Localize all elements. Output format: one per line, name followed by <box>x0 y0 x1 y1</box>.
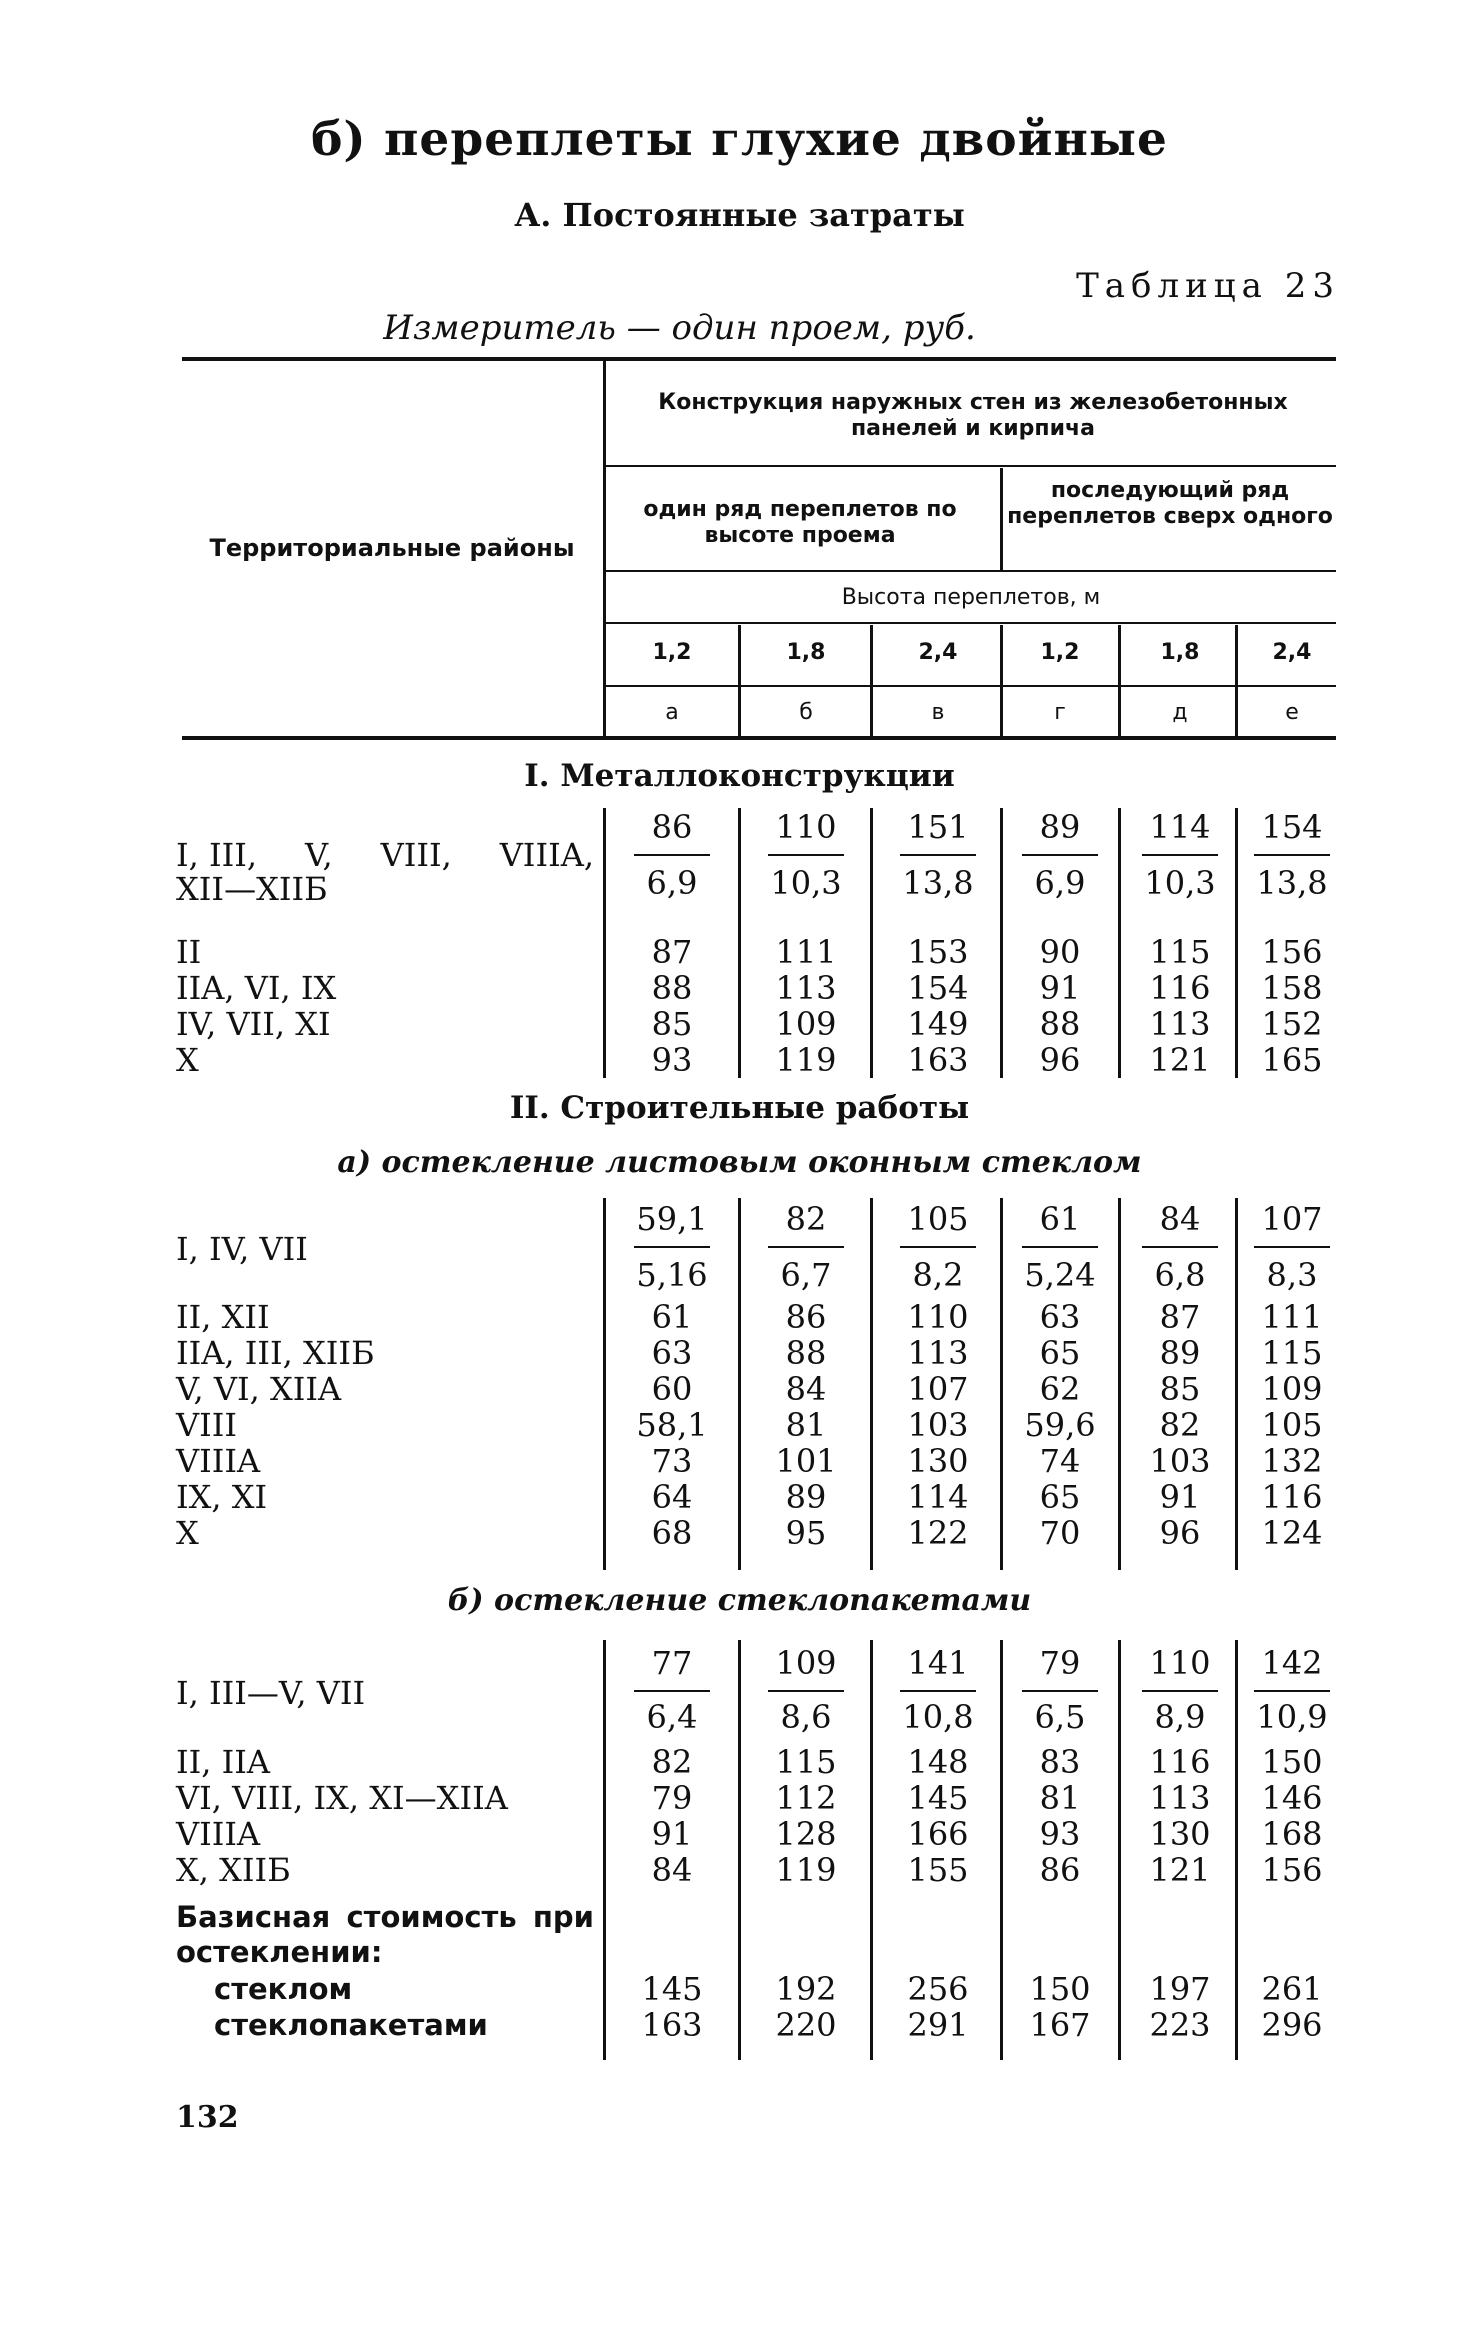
table-cell: 82 <box>651 1743 693 1781</box>
column-divider <box>1235 625 1238 736</box>
table-cell: 153 <box>907 933 969 971</box>
table-cell: 116 <box>1149 969 1211 1007</box>
table-cell: 65 <box>1039 1334 1081 1372</box>
table-cell: 86 <box>1039 1851 1081 1889</box>
table-cell: 163 <box>641 2006 703 2044</box>
table-cell: 63 <box>651 1334 693 1372</box>
fraction-numerator: 114 <box>1149 808 1211 846</box>
table-cell: 87 <box>1159 1298 1201 1336</box>
fraction-numerator: 79 <box>1039 1644 1081 1682</box>
table-cell: 152 <box>1261 1005 1323 1043</box>
row-label: стеклом <box>214 1972 353 2006</box>
row-label: X <box>176 1041 199 1079</box>
table-cell: 145 <box>641 1970 703 2008</box>
table-cell: 261 <box>1261 1970 1323 2008</box>
table-cell: 110 <box>907 1298 969 1336</box>
fraction-numerator: 84 <box>1159 1200 1201 1238</box>
table-cell: 91 <box>1039 969 1081 1007</box>
column-divider <box>738 1198 741 1570</box>
column-divider <box>1000 625 1003 736</box>
table-cell: 114 <box>907 1478 969 1516</box>
height-header: Высота переплетов, м <box>841 585 1101 610</box>
table-cell: 103 <box>1149 1442 1211 1480</box>
row-label: V, VI, XIIA <box>176 1370 342 1408</box>
row-label-word: VIIIA, <box>499 836 594 874</box>
fraction-denominator: 13,8 <box>902 864 974 902</box>
fraction-denominator: 8,3 <box>1266 1256 1318 1294</box>
column-divider <box>603 808 606 1078</box>
table-cell: 256 <box>907 1970 969 2008</box>
table-cell: 81 <box>785 1406 827 1444</box>
table-cell: 128 <box>775 1815 837 1853</box>
row-label: VI, VIII, IX, XI—XIIA <box>176 1779 508 1817</box>
fraction-denominator: 5,16 <box>636 1256 708 1294</box>
column-letter: д <box>1172 700 1188 725</box>
fraction-numerator: 154 <box>1261 808 1323 846</box>
column-divider <box>870 1198 873 1570</box>
height-value: 1,2 <box>652 640 692 665</box>
column-divider <box>1118 808 1121 1078</box>
row-label <box>176 838 594 873</box>
fraction-numerator: 89 <box>1039 808 1081 846</box>
fraction-bar <box>634 1690 710 1692</box>
table-cell: 122 <box>907 1514 969 1552</box>
row-label: IIA, III, XIIБ <box>176 1334 375 1372</box>
table-cell: 103 <box>907 1406 969 1444</box>
height-value: 2,4 <box>1272 640 1312 665</box>
fraction-numerator: 59,1 <box>636 1200 708 1238</box>
fraction-bar <box>768 1246 844 1248</box>
fraction-numerator: 142 <box>1261 1644 1323 1682</box>
fraction-bar <box>1254 854 1330 856</box>
row-label-word: при <box>532 1900 594 1934</box>
table-cell: 113 <box>775 969 837 1007</box>
table-number: Таблица 23 <box>1076 266 1340 306</box>
section-2a-title: а) остекление листовым оконным стеклом <box>337 1145 1142 1180</box>
table-cell: 150 <box>1029 1970 1091 2008</box>
table-cell: 121 <box>1149 1041 1211 1079</box>
table-cell: 95 <box>785 1514 827 1552</box>
table-cell: 168 <box>1261 1815 1323 1853</box>
table-cell: 62 <box>1039 1370 1081 1408</box>
column-divider <box>1000 1640 1003 2060</box>
section-2-title: II. Строительные работы <box>509 1090 970 1126</box>
table-cell: 115 <box>1149 933 1211 971</box>
fraction-numerator: 110 <box>775 808 837 846</box>
fraction-denominator: 8,9 <box>1154 1698 1206 1736</box>
row-label: XII—XIIБ <box>176 870 328 908</box>
table-cell: 90 <box>1039 933 1081 971</box>
table-cell: 79 <box>651 1779 693 1817</box>
row-label: IX, XI <box>176 1478 268 1516</box>
table-cell: 113 <box>1149 1779 1211 1817</box>
fraction-numerator: 109 <box>775 1644 837 1682</box>
table-cell: 119 <box>775 1851 837 1889</box>
group-one-header: один ряд переплетов по высоте проема <box>643 497 957 548</box>
column-divider <box>870 1640 873 2060</box>
fraction-denominator: 13,8 <box>1256 864 1328 902</box>
column-letter: б <box>799 700 813 725</box>
row-label <box>176 1900 594 1935</box>
row-label: II, XII <box>176 1298 270 1336</box>
table-cell: 145 <box>907 1779 969 1817</box>
table-cell: 109 <box>775 1005 837 1043</box>
fraction-denominator: 6,4 <box>646 1698 698 1736</box>
page-title: б) переплеты глухие двойные <box>311 112 1168 167</box>
fraction-bar <box>1142 854 1218 856</box>
table-cell: 93 <box>651 1041 693 1079</box>
column-letter: е <box>1285 700 1299 725</box>
fraction-numerator: 77 <box>651 1644 693 1682</box>
table-cell: 101 <box>775 1442 837 1480</box>
row-label-header: Территориальные районы <box>209 534 575 562</box>
fraction-bar <box>1022 1690 1098 1692</box>
fraction-denominator: 6,5 <box>1034 1698 1086 1736</box>
fraction-numerator: 61 <box>1039 1200 1081 1238</box>
table-cell: 220 <box>775 2006 837 2044</box>
table-cell: 96 <box>1039 1041 1081 1079</box>
column-divider <box>603 1198 606 1570</box>
table-cell: 156 <box>1261 1851 1323 1889</box>
table-cell: 85 <box>1159 1370 1201 1408</box>
table-cell: 165 <box>1261 1041 1323 1079</box>
table-cell: 121 <box>1149 1851 1211 1889</box>
table-cell: 85 <box>651 1005 693 1043</box>
height-value: 2,4 <box>918 640 958 665</box>
construction-header: Конструкция наружных стен из железобетонных панелей и кирпича <box>658 390 1288 441</box>
table-cell: 296 <box>1261 2006 1323 2044</box>
column-divider <box>738 1640 741 2060</box>
column-letter: г <box>1054 700 1066 725</box>
table-cell: 91 <box>651 1815 693 1853</box>
fraction-bar <box>634 854 710 856</box>
table-cell: 86 <box>785 1298 827 1336</box>
table-cell: 111 <box>775 933 837 971</box>
column-divider <box>1118 1198 1121 1570</box>
column-letter: а <box>665 700 679 725</box>
fraction-denominator: 10,9 <box>1256 1698 1328 1736</box>
table-cell: 82 <box>1159 1406 1201 1444</box>
table-cell: 89 <box>1159 1334 1201 1372</box>
column-divider <box>870 625 873 736</box>
table-cell: 158 <box>1261 969 1323 1007</box>
table-cell: 83 <box>1039 1743 1081 1781</box>
header-rule-3 <box>606 622 1336 624</box>
column-divider <box>870 808 873 1078</box>
fraction-bar <box>634 1246 710 1248</box>
fraction-denominator: 8,2 <box>912 1256 964 1294</box>
fraction-bar <box>900 854 976 856</box>
table-cell: 107 <box>907 1370 969 1408</box>
table-cell: 59,6 <box>1024 1406 1096 1444</box>
table-cell: 81 <box>1039 1779 1081 1817</box>
column-divider <box>1118 625 1121 736</box>
section-2b-title: б) остекление стеклопакетами <box>447 1583 1032 1618</box>
table-cell: 163 <box>907 1041 969 1079</box>
height-value: 1,2 <box>1040 640 1080 665</box>
column-divider <box>1000 808 1003 1078</box>
row-label: VIIIA <box>176 1442 261 1480</box>
unit-note: Измеритель — один проем, руб. <box>383 308 976 348</box>
column-letter: в <box>931 700 945 725</box>
fraction-bar <box>1254 1246 1330 1248</box>
table-cell: 130 <box>1149 1815 1211 1853</box>
table-cell: 58,1 <box>636 1406 708 1444</box>
column-divider <box>603 1640 606 2060</box>
fraction-numerator: 105 <box>907 1200 969 1238</box>
table-cell: 60 <box>651 1370 693 1408</box>
table-cell: 130 <box>907 1442 969 1480</box>
table-cell: 148 <box>907 1743 969 1781</box>
table-cell: 65 <box>1039 1478 1081 1516</box>
table-cell: 156 <box>1261 933 1323 971</box>
table-cell: 150 <box>1261 1743 1323 1781</box>
header-rule-4 <box>606 685 1336 687</box>
section-1-title: I. Металлоконструкции <box>524 758 955 794</box>
table-cell: 113 <box>1149 1005 1211 1043</box>
table-cell: 119 <box>775 1041 837 1079</box>
fraction-denominator: 10,3 <box>770 864 842 902</box>
table-cell: 115 <box>1261 1334 1323 1372</box>
table-cell: 166 <box>907 1815 969 1853</box>
table-cell: 87 <box>651 933 693 971</box>
fraction-bar <box>1142 1246 1218 1248</box>
table-cell: 84 <box>651 1851 693 1889</box>
fraction-denominator: 6,8 <box>1154 1256 1206 1294</box>
height-value: 1,8 <box>786 640 826 665</box>
table-cell: 89 <box>785 1478 827 1516</box>
table-cell: 115 <box>775 1743 837 1781</box>
row-label: IV, VII, XI <box>176 1005 331 1043</box>
table-cell: 63 <box>1039 1298 1081 1336</box>
row-label: VIII <box>176 1406 238 1444</box>
table-cell: 111 <box>1261 1298 1323 1336</box>
table-cell: 88 <box>1039 1005 1081 1043</box>
row-label-word: I, III, <box>176 836 258 874</box>
row-label: II <box>176 933 202 971</box>
header-divider <box>603 360 606 736</box>
header-bottom-rule <box>182 736 1336 740</box>
table-cell: 64 <box>651 1478 693 1516</box>
table-cell: 146 <box>1261 1779 1323 1817</box>
column-divider <box>738 808 741 1078</box>
table-cell: 84 <box>785 1370 827 1408</box>
table-cell: 74 <box>1039 1442 1081 1480</box>
row-label: VIIIA <box>176 1815 261 1853</box>
fraction-numerator: 86 <box>651 808 693 846</box>
row-label: стеклопакетами <box>214 2008 488 2042</box>
table-cell: 93 <box>1039 1815 1081 1853</box>
fraction-numerator: 151 <box>907 808 969 846</box>
fraction-bar <box>1142 1690 1218 1692</box>
table-cell: 192 <box>775 1970 837 2008</box>
table-cell: 116 <box>1261 1478 1323 1516</box>
table-cell: 132 <box>1261 1442 1323 1480</box>
table-cell: 197 <box>1149 1970 1211 2008</box>
header-rule-2 <box>606 570 1336 572</box>
fraction-denominator: 6,7 <box>780 1256 832 1294</box>
table-cell: 167 <box>1029 2006 1091 2044</box>
fraction-bar <box>768 1690 844 1692</box>
row-label-word: Базисная <box>176 1900 331 1934</box>
table-cell: 116 <box>1149 1743 1211 1781</box>
table-cell: 68 <box>651 1514 693 1552</box>
table-cell: 105 <box>1261 1406 1323 1444</box>
row-label: X, XIIБ <box>176 1851 291 1889</box>
table-cell: 70 <box>1039 1514 1081 1552</box>
table-cell: 154 <box>907 969 969 1007</box>
group-two-header: последующий ряд переплетов сверх одного <box>1007 478 1333 529</box>
fraction-numerator: 107 <box>1261 1200 1323 1238</box>
table-cell: 291 <box>907 2006 969 2044</box>
fraction-bar <box>768 854 844 856</box>
row-label: I, IV, VII <box>176 1230 308 1268</box>
table-cell: 124 <box>1261 1514 1323 1552</box>
fraction-numerator: 110 <box>1149 1644 1211 1682</box>
row-label: X <box>176 1514 199 1552</box>
table-cell: 73 <box>651 1442 693 1480</box>
table-cell: 91 <box>1159 1478 1201 1516</box>
fraction-bar <box>1022 854 1098 856</box>
fraction-denominator: 6,9 <box>646 864 698 902</box>
row-label: IIA, VI, IX <box>176 969 337 1007</box>
row-label: I, III—V, VII <box>176 1674 366 1712</box>
table-cell: 88 <box>651 969 693 1007</box>
fraction-bar <box>1254 1690 1330 1692</box>
table-cell: 113 <box>907 1334 969 1372</box>
page-subtitle: А. Постоянные затраты <box>514 196 965 234</box>
fraction-denominator: 8,6 <box>780 1698 832 1736</box>
fraction-denominator: 10,3 <box>1144 864 1216 902</box>
fraction-numerator: 141 <box>907 1644 969 1682</box>
table-cell: 88 <box>785 1334 827 1372</box>
column-divider <box>1118 1640 1121 2060</box>
table-cell: 96 <box>1159 1514 1201 1552</box>
table-cell: 149 <box>907 1005 969 1043</box>
table-cell: 112 <box>775 1779 837 1817</box>
row-label-word: VIII, <box>380 836 452 874</box>
fraction-bar <box>900 1246 976 1248</box>
table-cell: 61 <box>651 1298 693 1336</box>
header-rule-1 <box>606 465 1336 467</box>
row-label: остеклении: <box>176 1935 383 1969</box>
row-label: II, IIA <box>176 1743 271 1781</box>
table-cell: 155 <box>907 1851 969 1889</box>
fraction-denominator: 6,9 <box>1034 864 1086 902</box>
page-number: 132 <box>176 2100 239 2135</box>
table-cell: 223 <box>1149 2006 1211 2044</box>
row-label-word: стоимость <box>346 1900 517 1934</box>
column-divider <box>738 625 741 736</box>
fraction-bar <box>1022 1246 1098 1248</box>
column-divider <box>1000 1198 1003 1570</box>
table-top-rule <box>182 357 1336 361</box>
fraction-denominator: 5,24 <box>1024 1256 1096 1294</box>
fraction-denominator: 10,8 <box>902 1698 974 1736</box>
fraction-bar <box>900 1690 976 1692</box>
fraction-numerator: 82 <box>785 1200 827 1238</box>
table-cell: 109 <box>1261 1370 1323 1408</box>
group-divider <box>1000 468 1003 570</box>
height-value: 1,8 <box>1160 640 1200 665</box>
row-label-word: V, <box>304 836 333 874</box>
